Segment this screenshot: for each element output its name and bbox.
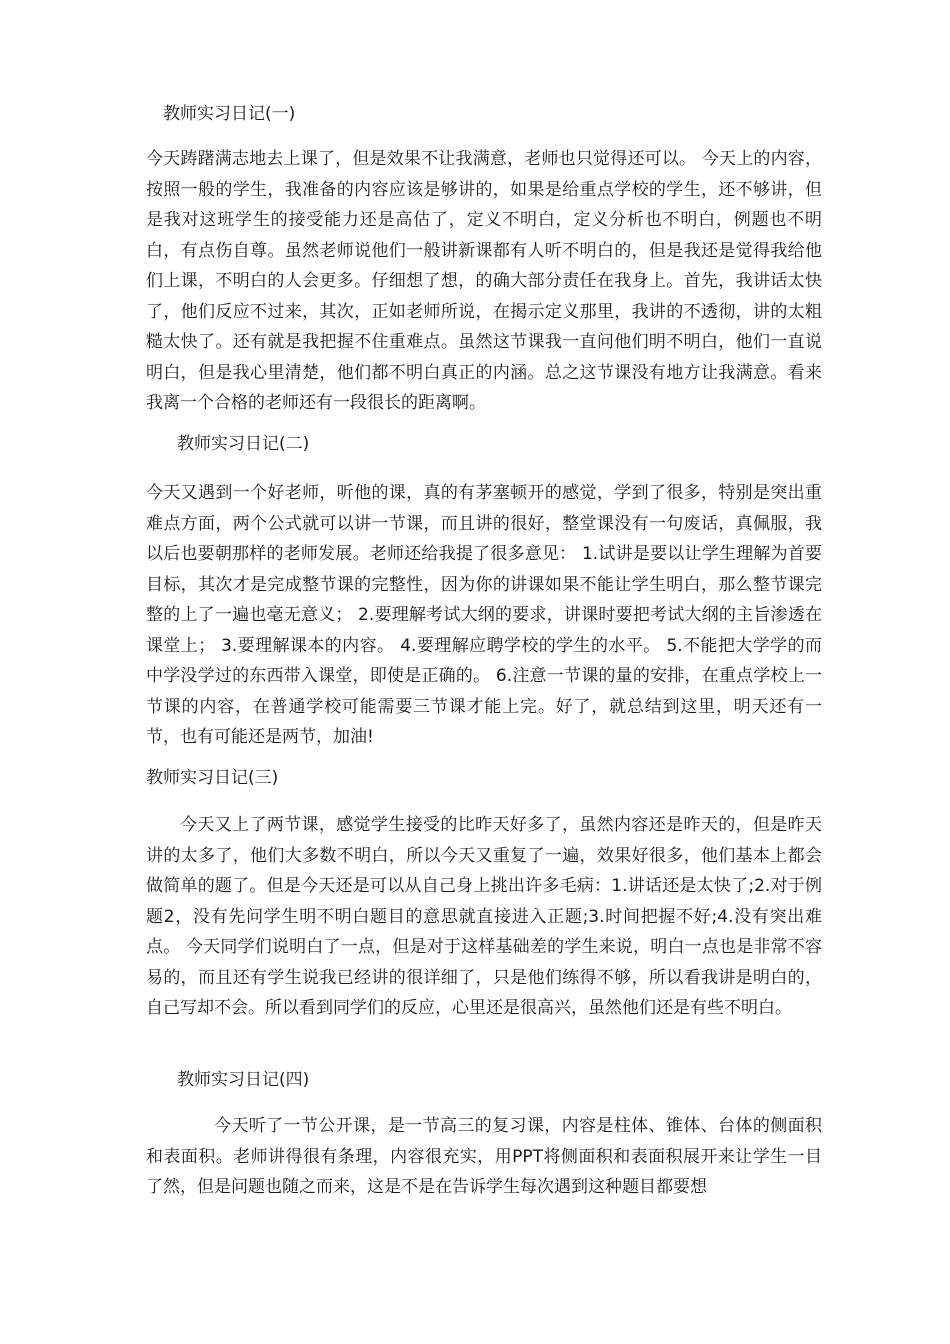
section-heading-4: 教师实习日记(四) xyxy=(177,1070,310,1090)
section-heading-3: 教师实习日记(三) xyxy=(146,768,279,788)
section-heading-1: 教师实习日记(一) xyxy=(163,104,296,124)
section-body-4: 今天听了一节公开课，是一节高三的复习课，内容是柱体、锥体、台体的侧面积和表面积。老师讲得很有条理，内容很充实，用PPT将侧面积和表面积展开来让学生一目了然，但是问题也随之而来，这是不是在告诉学生每次遇到这种题目都要想 xyxy=(146,1116,822,1197)
section-heading-2: 教师实习日记(二) xyxy=(177,434,310,454)
section-body-2: 今天又遇到一个好老师，听他的课，真的有茅塞顿开的感觉，学到了很多，特别是突出重难点方面，两个公式就可以讲一节课，而且讲的很好，整堂课没有一句废话，真佩服，我以后也要朝那样的老师发展。老师还给我提了很多意见： 1.试讲是要以让学生理解为首要目标，其次才是完成整节课的完整性，因为你的讲课如果不能让学生明白，那么整节课完整的上了一遍也毫无意义； 2.要理解考试大纲的要求，讲课时要把考试大纲的主旨渗透在课堂上； 3.要理解课本的内容。 4.要理解应聘学校的学生的水平。 5.不能把大学学的而中学没学过的东西带入课堂，即使是正确的。 6.注意一节课的量的安排，在重点学校上一节课的内容，在普通学校可能需要三节课才能上完。好了，就总结到这里，明天还有一节，也有可能还是两节，加油! xyxy=(146,483,822,747)
section-body-3: 今天又上了两节课，感觉学生接受的比昨天好多了，虽然内容还是昨天的，但是昨天讲的太多了，他们大多数不明白，所以今天又重复了一遍，效果好很多，他们基本上都会做简单的题了。但是今天还是可以从自己身上挑出许多毛病：1.讲话还是太快了;2.对于例题2，没有先问学生明不明白题目的意思就直接进入正题;3.时间把握不好;4.没有突出难点。 今天同学们说明白了一点，但是对于这样基础差的学生来说，明白一点也是非常不容易的，而且还有学生说我已经讲的很详细了，只是他们练得不够，所以看我讲是明白的，自己写却不会。所以看到同学们的反应，心里还是很高兴，虽然他们还是有些不明白。 xyxy=(146,815,822,1018)
section-body-1: 今天踌躇满志地去上课了，但是效果不让我满意，老师也只觉得还可以。 今天上的内容，按照一般的学生，我准备的内容应该是够讲的，如果是给重点学校的学生，还不够讲，但是我对这班学生的接受能力还是高估了，定义不明白，定义分析也不明白，例题也不明白，有点伤自尊。虽然老师说他们一般讲新课都有人听不明白的，但是我还是觉得我给他们上课，不明白的人会更多。仔细想了想，的确大部分责任在我身上。首先，我讲话太快了，他们反应不过来，其次，正如老师所说，在揭示定义那里，我讲的不透彻，讲的太粗糙太快了。还有就是我把握不住重难点。虽然这节课我一直问他们明不明白，他们一直说明白，但是我心里清楚，他们都不明白真正的内涵。总之这节课没有地方让我满意。看来我离一个合格的老师还有一段很长的距离啊。 xyxy=(146,149,822,413)
